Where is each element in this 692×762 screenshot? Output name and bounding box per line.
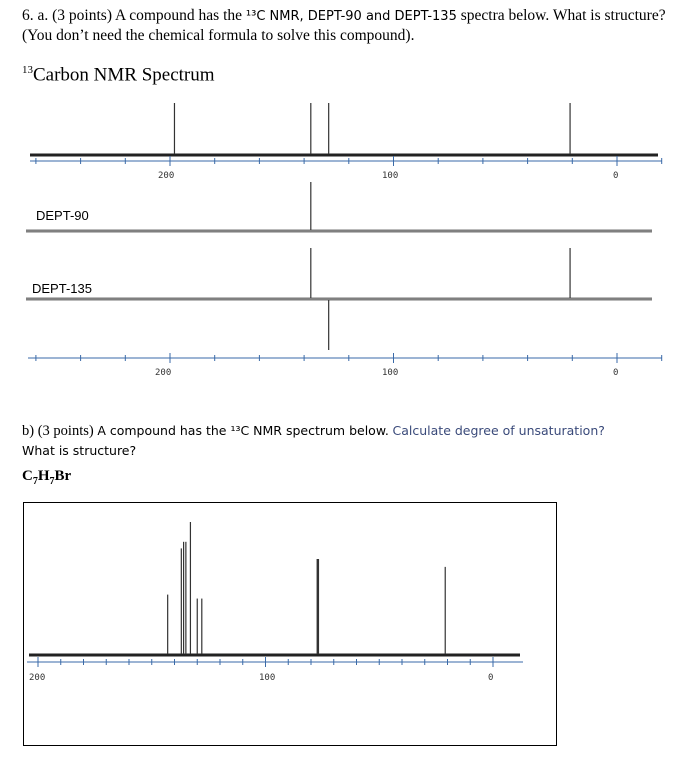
dept-axis-label-100: 100	[382, 368, 399, 378]
question-b-line-1	[22, 421, 672, 441]
dept-axis-label-200: 200	[155, 368, 172, 378]
axis-label-200: 200	[158, 171, 175, 181]
question-b-text	[22, 421, 672, 461]
carbon-spectrum	[30, 103, 662, 181]
question-points: (3 points)	[52, 7, 112, 24]
question-a-text	[22, 6, 682, 45]
carbon-nmr-title	[22, 64, 215, 86]
carbon-peaks	[174, 103, 570, 154]
question-b-text-blue: Calculate degree of unsaturation?	[392, 423, 605, 438]
dept90-spectrum	[26, 182, 652, 233]
spectrum-a-svg	[0, 90, 692, 390]
question-b-text-1: A compound has the ¹³C NMR spectrum below.	[97, 423, 389, 438]
dept90-label: DEPT-90	[36, 208, 89, 223]
formula-h: H	[37, 468, 50, 484]
question-text-1: A compound has the	[115, 7, 243, 24]
formula-c: C	[22, 468, 33, 484]
formula-br: Br	[54, 468, 72, 484]
axis-label-0: 0	[613, 171, 619, 181]
spectrum-b-svg	[23, 502, 557, 746]
question-number: 6. a.	[22, 7, 49, 24]
formula-c-count: 7	[32, 476, 38, 487]
question-b-points: (3 points)	[37, 423, 94, 439]
dept135-label: DEPT-135	[32, 281, 92, 296]
spectrum-b-peaks	[168, 522, 446, 654]
carbon-nmr-title-text: Carbon NMR Spectrum	[33, 64, 215, 86]
b-axis-label-100: 100	[259, 673, 276, 683]
question-b-label: b)	[22, 423, 35, 439]
question-text-mixed: ¹³C NMR, DEPT-90 and DEPT-135	[245, 9, 457, 24]
dept135-spectrum	[26, 248, 652, 350]
molecular-formula	[22, 468, 71, 487]
carbon-nmr-title-sup: 13	[22, 64, 33, 76]
question-b-text-2: What is structure?	[22, 443, 137, 458]
dept-axis-label-0: 0	[613, 368, 619, 378]
question-text-2: spectra below. What is structure? (You don’t need the chemical formula to solve this compound).	[22, 7, 666, 44]
b-axis-label-0: 0	[488, 673, 494, 683]
spectrum-b-frame	[24, 503, 557, 746]
dept-axis	[28, 353, 662, 378]
formula-h-count: 7	[49, 476, 55, 487]
axis-label-100: 100	[382, 171, 399, 181]
spectrum-b-axis-ticks	[38, 657, 493, 667]
b-axis-label-200: 200	[29, 673, 46, 683]
